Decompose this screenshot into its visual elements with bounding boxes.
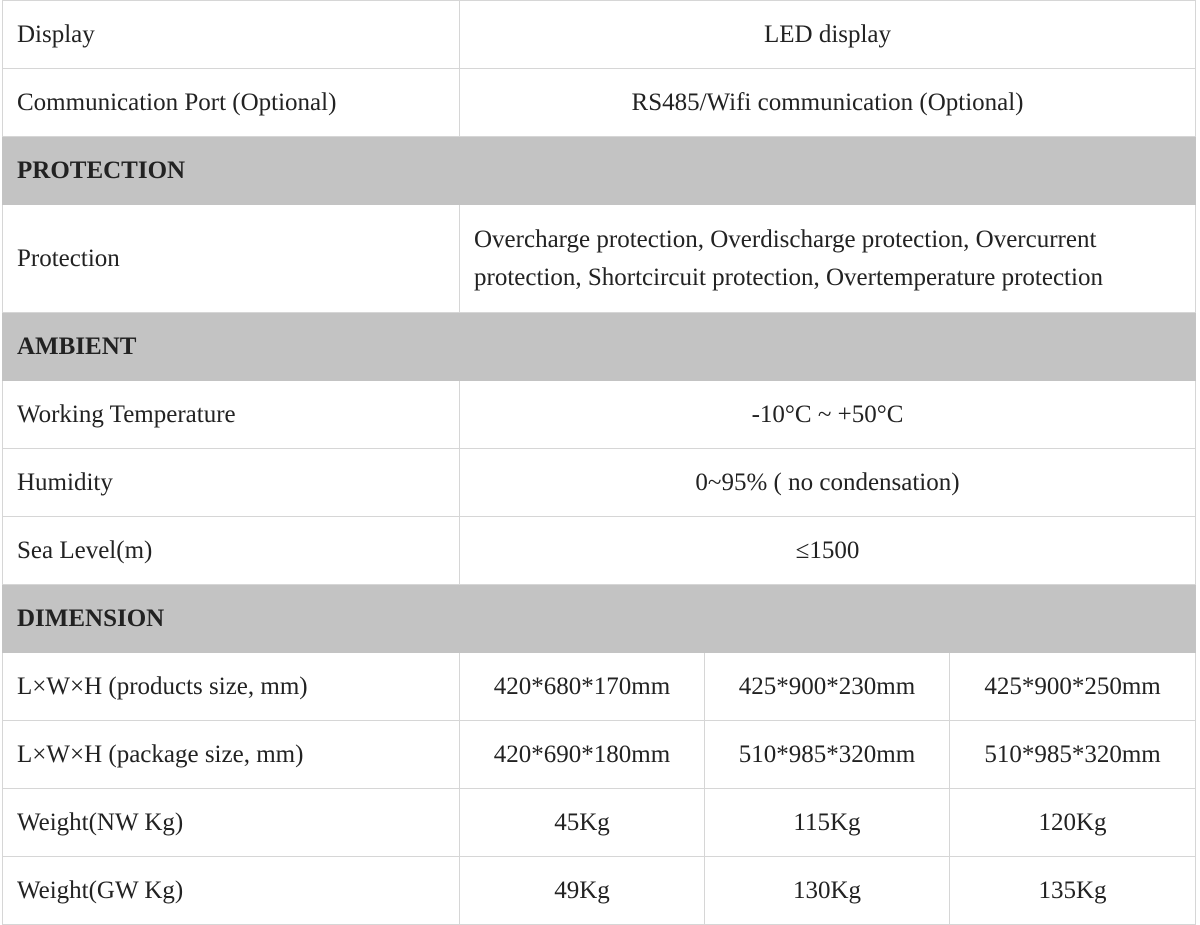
row-value: 510*985*320mm: [950, 721, 1196, 789]
section-title: AMBIENT: [3, 313, 1196, 381]
section-header-dimension: [3, 585, 1196, 653]
row-value: -10°C ~ +50°C: [460, 381, 1196, 449]
row-value: LED display: [460, 1, 1196, 69]
row-label: L×W×H (package size, mm): [3, 721, 460, 789]
table-row: [3, 517, 1196, 585]
table-row: [3, 1, 1196, 69]
section-title: DIMENSION: [3, 585, 1196, 653]
row-value: 135Kg: [950, 857, 1196, 925]
row-value: 510*985*320mm: [705, 721, 950, 789]
row-label: Humidity: [3, 449, 460, 517]
section-header-protection: [3, 137, 1196, 205]
row-label: Communication Port (Optional): [3, 69, 460, 137]
row-label: Display: [3, 1, 460, 69]
table-row: [3, 205, 1196, 313]
table-row: [3, 789, 1196, 857]
row-value: 425*900*230mm: [705, 653, 950, 721]
row-value: 120Kg: [950, 789, 1196, 857]
row-label: Weight(GW Kg): [3, 857, 460, 925]
table-row: [3, 381, 1196, 449]
row-value: 49Kg: [460, 857, 705, 925]
row-value: 45Kg: [460, 789, 705, 857]
row-value: 420*680*170mm: [460, 653, 705, 721]
section-title: PROTECTION: [3, 137, 1196, 205]
row-label: Working Temperature: [3, 381, 460, 449]
row-value: RS485/Wifi communication (Optional): [460, 69, 1196, 137]
row-value: ≤1500: [460, 517, 1196, 585]
table-row: [3, 449, 1196, 517]
row-value: 425*900*250mm: [950, 653, 1196, 721]
row-value: 115Kg: [705, 789, 950, 857]
row-value: 130Kg: [705, 857, 950, 925]
row-label: Sea Level(m): [3, 517, 460, 585]
row-label: Weight(NW Kg): [3, 789, 460, 857]
row-label: Protection: [3, 205, 460, 313]
row-value: Overcharge protection, Overdischarge protection, Overcurrent protection, Shortcircuit protection, Overtemperature protection: [460, 205, 1196, 313]
section-header-ambient: [3, 313, 1196, 381]
row-value: 0~95% ( no condensation): [460, 449, 1196, 517]
table-row: [3, 857, 1196, 925]
row-value: 420*690*180mm: [460, 721, 705, 789]
table-row: [3, 69, 1196, 137]
spec-table: [2, 0, 1196, 925]
table-row: [3, 653, 1196, 721]
table-row: [3, 721, 1196, 789]
row-label: L×W×H (products size, mm): [3, 653, 460, 721]
